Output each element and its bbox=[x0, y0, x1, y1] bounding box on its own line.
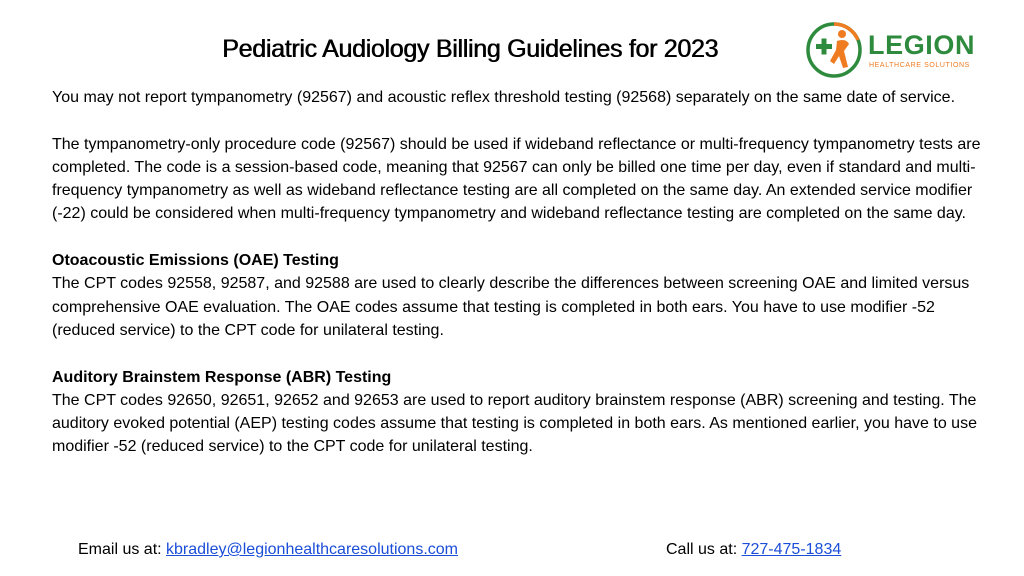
abr-body: The CPT codes 92650, 92651, 92652 and 92653 are used to report auditory brainstem response (ABR) screening and testing. The auditory evoked potential (AEP) testing codes assume that testing is completed in both ears. As mentioned earlier, you have to use modifier -52 (reduced service) to the CPT code for unilateral testing. bbox=[52, 391, 977, 456]
abr-heading: Auditory Brainstem Response (ABR) Testing bbox=[52, 368, 392, 386]
footer-email bbox=[78, 539, 458, 561]
phone-label: Call us at: bbox=[666, 541, 742, 558]
oae-body: The CPT codes 92558, 92587, and 92588 are used to clearly describe the differences between screening OAE and limited versus comprehensive OAE evaluation. The OAE codes assume that testing is completed in both ears. You have to use modifier -52 (reduced service) to the CPT code for unilateral testing. bbox=[52, 275, 970, 339]
email-link[interactable]: kbradley@legionhealthcaresolutions.com bbox=[166, 541, 458, 558]
plus-person-logo-icon bbox=[804, 20, 864, 80]
logo-wordmark: LEGION bbox=[868, 30, 976, 60]
logo-subtitle: HEALTHCARE SOLUTIONS bbox=[869, 62, 970, 69]
footer-phone bbox=[666, 539, 841, 561]
email-label: Email us at: bbox=[78, 541, 167, 558]
page-title: Pediatric Audiology Billing Guidelines for 2023 bbox=[222, 35, 718, 63]
tympanometry-note: You may not report tympanometry (92567) and acoustic reflex threshold testing (92568) separately on the same date of service. bbox=[52, 89, 956, 106]
oae-heading: Otoacoustic Emissions (OAE) Testing bbox=[52, 252, 339, 270]
guidelines-body bbox=[52, 86, 992, 482]
tympanometry-detail: The tympanometry-only procedure code (92567) should be used if wideband reflectance or multi-frequency tympanometry tests are completed. The code is a session-based code, meaning that 92567 can only be billed one time per day, even if standard and multi-frequency tympanometry as well as wideband reflectance testing are all completed on the same day. An extended service modifier (-22) could be considered when multi-frequency tympanometry and wideband reflectance testing are completed on the same day. bbox=[52, 135, 981, 223]
oae-section bbox=[52, 249, 992, 342]
abr-section bbox=[52, 366, 992, 459]
legion-logo bbox=[804, 19, 988, 81]
phone-link[interactable]: 727-475-1834 bbox=[741, 541, 842, 558]
